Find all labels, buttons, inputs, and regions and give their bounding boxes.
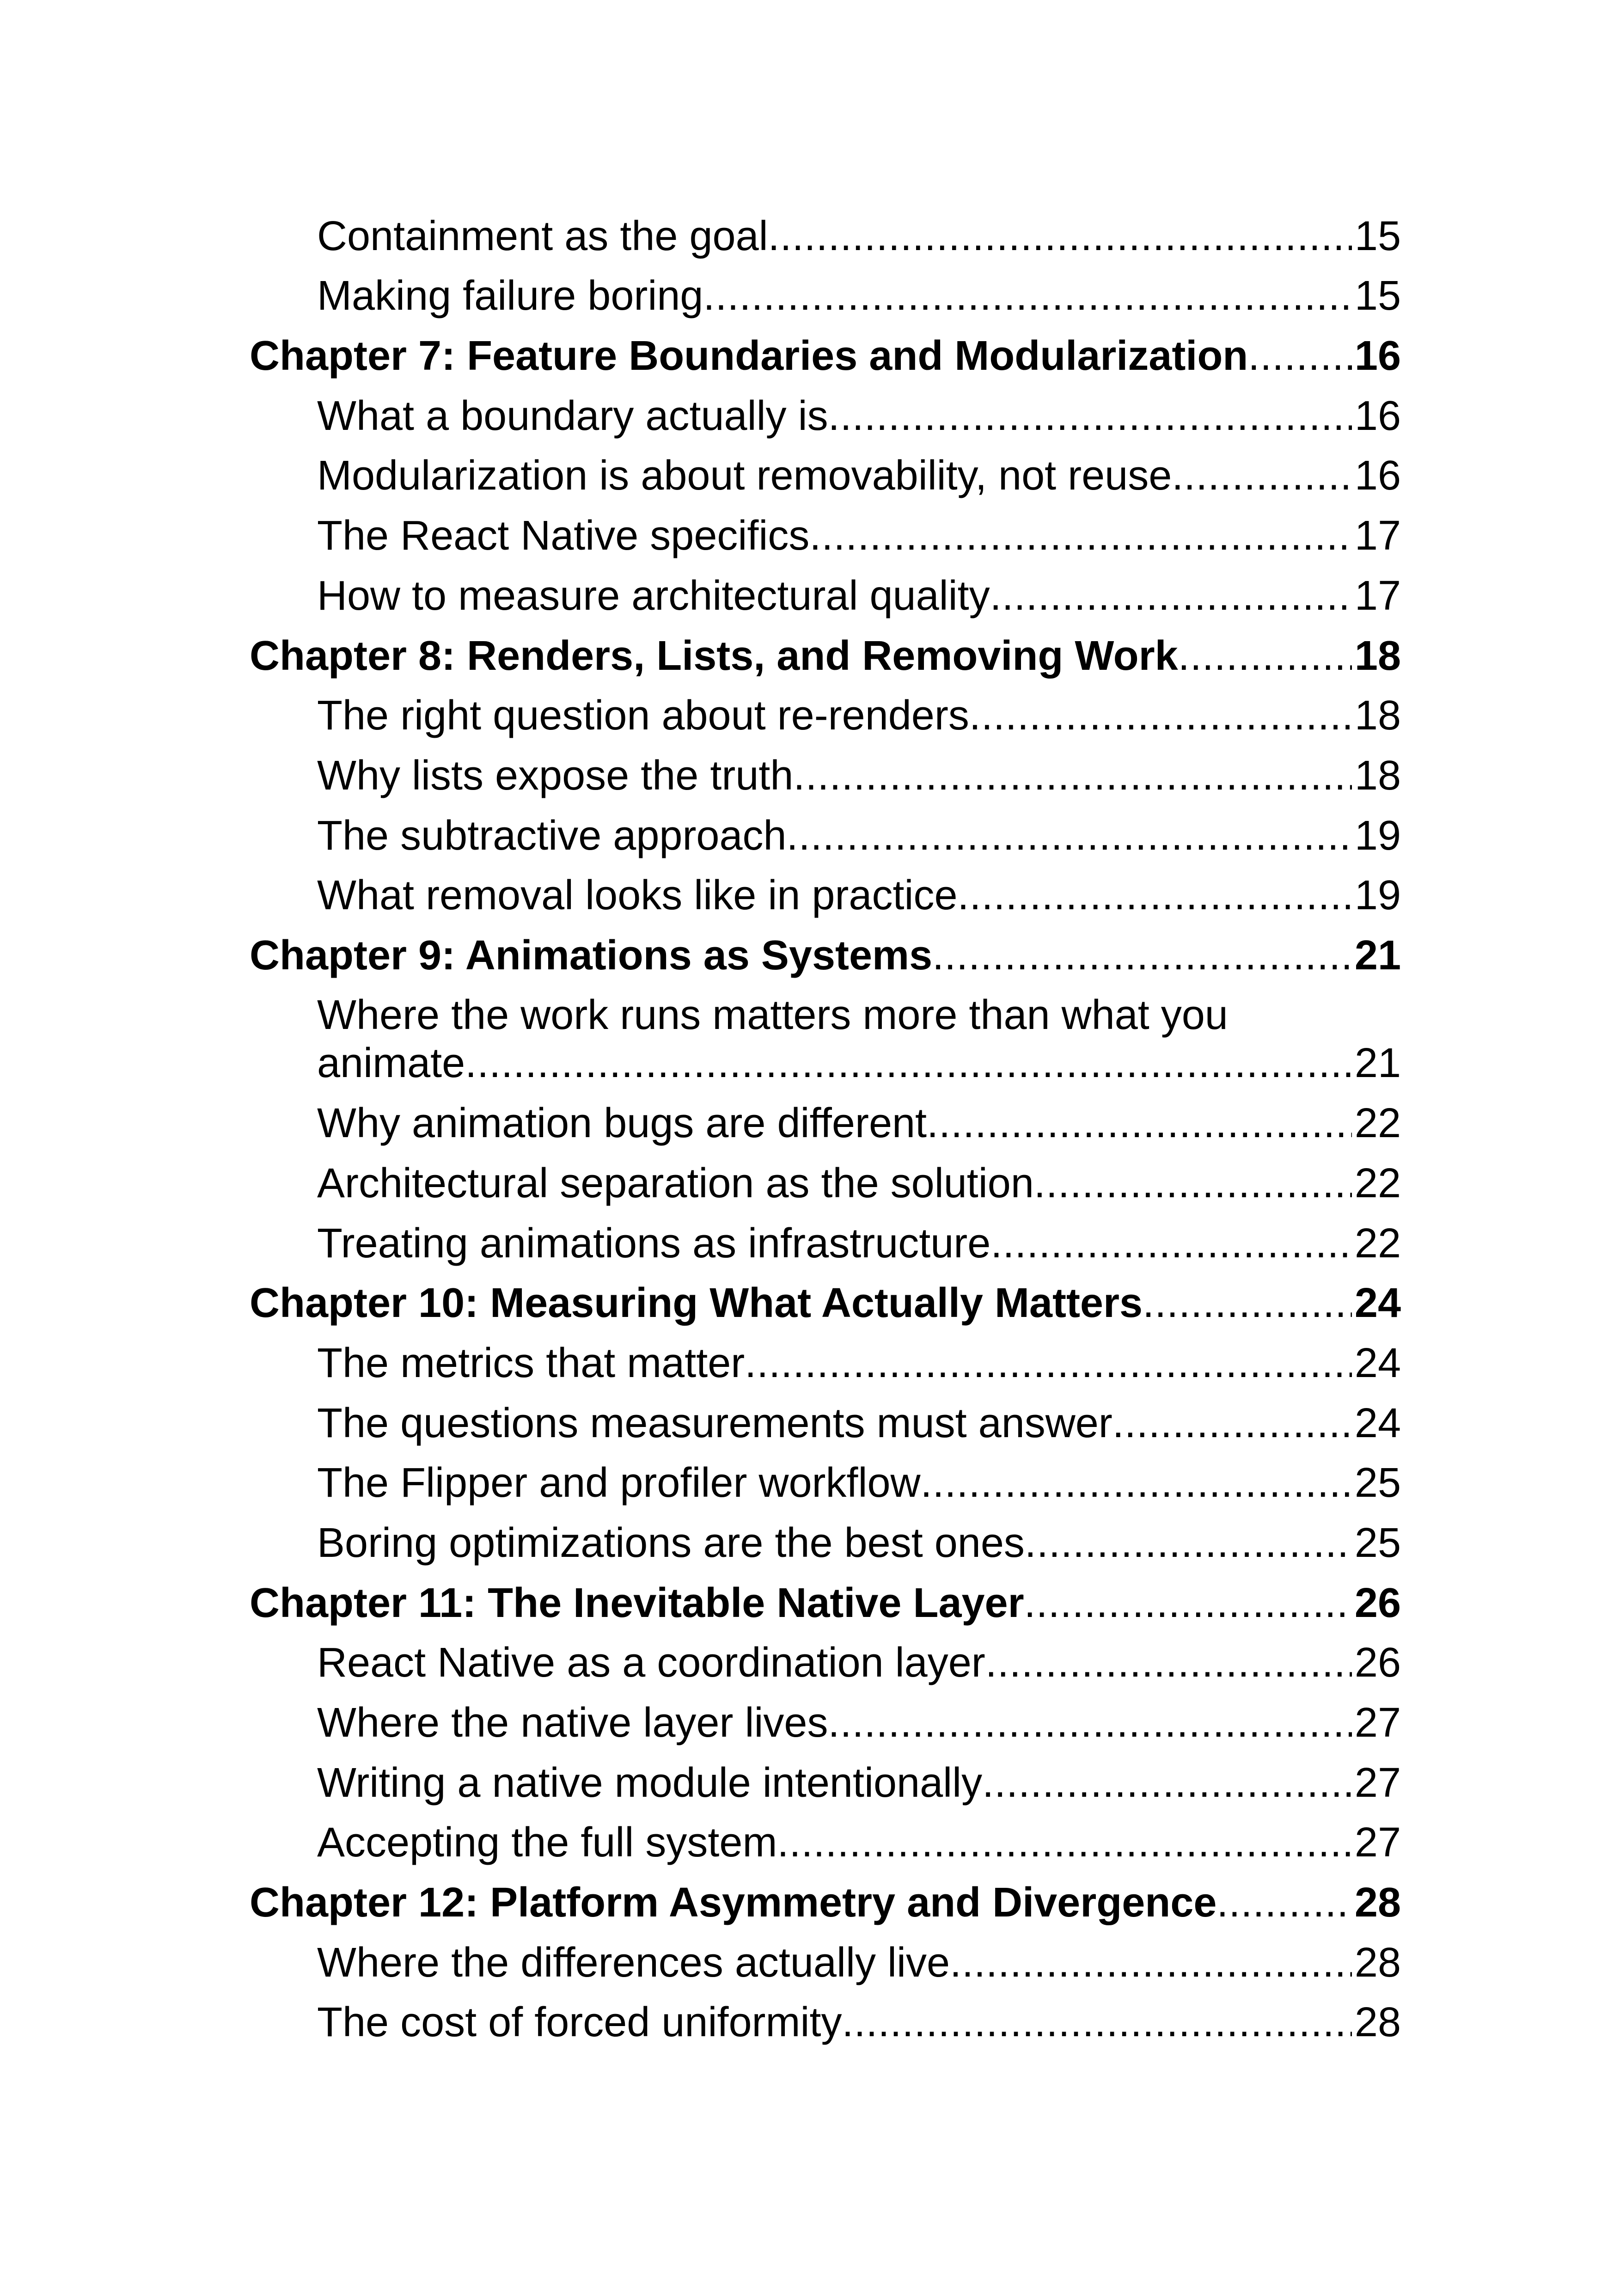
dot-leader [1178,632,1352,680]
dot-leader [1248,332,1352,380]
dot-leader [465,1039,1352,1087]
dot-leader [1024,1579,1352,1627]
toc-entry-title: Accepting the full system [317,1819,777,1866]
toc-entry[interactable] [0,1460,1614,1520]
toc-entry-title: Where the native layer lives [317,1700,828,1746]
toc-entry-page: 21 [1354,1040,1401,1087]
toc-chapter-page: 24 [1354,1280,1401,1327]
toc-entry[interactable] [0,572,1614,632]
toc-entry[interactable] [0,812,1614,872]
toc-entry-page: 22 [1354,1160,1401,1206]
toc-entry-title: Modularization is about removability, not reuse [317,453,1172,499]
dot-leader [932,931,1352,980]
toc-entry-title: The React Native specifics [317,513,810,559]
toc-chapter-title: Chapter 10: Measuring What Actually Matters [250,1280,1143,1327]
toc-entry-title: The Flipper and profiler workflow [317,1460,921,1506]
toc-entry-title: Containment as the goal [317,213,768,259]
toc-entry[interactable] [0,1819,1614,1880]
dot-leader [828,1699,1352,1747]
toc-chapter-title: Chapter 11: The Inevitable Native Layer [250,1580,1024,1626]
toc-chapter-title: Chapter 8: Renders, Lists, and Removing Work [250,632,1178,679]
toc-entry[interactable] [0,1939,1614,1999]
toc-chapter-entry[interactable] [0,632,1614,692]
toc-entry-page: 18 [1354,752,1401,799]
toc-entry-title: Boring optimizations are the best ones [317,1519,1025,1566]
toc-entry-page: 22 [1354,1220,1401,1267]
toc-chapter-page: 18 [1354,632,1401,679]
dot-leader [793,752,1351,800]
toc-entry-title: Why animation bugs are different [317,1100,927,1147]
toc-entry-page: 25 [1354,1460,1401,1506]
dot-leader [1025,1519,1352,1567]
toc-entry-page: 17 [1354,513,1401,559]
toc-entry-title-line2: animate [317,1040,465,1087]
dot-leader [990,572,1352,620]
dot-leader [703,272,1351,320]
toc-entry[interactable] [0,992,1614,1100]
toc-entry-page: 15 [1354,213,1401,259]
toc-chapter-page: 26 [1354,1580,1401,1626]
toc-entry[interactable] [0,453,1614,513]
dot-leader [745,1339,1352,1387]
toc-entry[interactable] [0,1640,1614,1700]
toc-entry[interactable] [0,752,1614,812]
toc-entry-page: 19 [1354,812,1401,859]
toc-entry[interactable] [0,1759,1614,1819]
dot-leader [921,1459,1352,1507]
toc-entry-page: 18 [1354,692,1401,739]
table-of-contents [0,213,1614,2059]
toc-entry[interactable] [0,692,1614,753]
dot-leader [950,1939,1352,1987]
toc-chapter-title: Chapter 12: Platform Asymmetry and Divergence [250,1880,1217,1926]
toc-entry-title: What a boundary actually is [317,392,828,439]
toc-chapter-entry[interactable] [0,1580,1614,1640]
toc-entry-title: Treating animations as infrastructure [317,1220,991,1267]
toc-entry-page: 27 [1354,1819,1401,1866]
toc-entry[interactable] [0,1160,1614,1220]
toc-entry-page: 16 [1354,453,1401,499]
toc-entry-page: 16 [1354,392,1401,439]
toc-entry-page: 19 [1354,872,1401,919]
toc-chapter-title: Chapter 9: Animations as Systems [250,932,933,979]
dot-leader [1172,452,1352,500]
dot-leader [842,1998,1351,2046]
toc-entry-title: The questions measurements must answer [317,1400,1113,1446]
dot-leader [1143,1279,1352,1327]
toc-entry[interactable] [0,1220,1614,1280]
toc-entry[interactable] [0,1100,1614,1160]
toc-entry-title: The right question about re-renders [317,692,969,739]
toc-entry-title: Making failure boring [317,273,703,319]
toc-entry[interactable] [0,512,1614,572]
toc-entry-title: How to measure architectural quality [317,572,990,619]
toc-entry-title: The cost of forced uniformity [317,1999,842,2046]
dot-leader [828,392,1352,440]
toc-entry-title: React Native as a coordination layer [317,1640,985,1686]
toc-entry-page: 26 [1354,1640,1401,1686]
dot-leader [768,212,1352,260]
toc-entry-title: Writing a native module intentionally [317,1759,983,1806]
toc-entry[interactable] [0,273,1614,333]
toc-chapter-entry[interactable] [0,332,1614,392]
toc-entry-page: 28 [1354,1999,1401,2046]
toc-entry[interactable] [0,1999,1614,2059]
toc-entry-page: 22 [1354,1100,1401,1147]
dot-leader [1034,1159,1352,1207]
toc-entry[interactable] [0,213,1614,273]
dot-leader [1217,1879,1352,1927]
toc-entry[interactable] [0,392,1614,453]
toc-entry-page: 27 [1354,1759,1401,1806]
toc-entry-page: 28 [1354,1939,1401,1986]
dot-leader [985,1639,1352,1687]
toc-entry[interactable] [0,1340,1614,1400]
toc-chapter-page: 21 [1354,932,1401,979]
toc-entry-page: 24 [1354,1400,1401,1446]
toc-entry[interactable] [0,1699,1614,1759]
toc-chapter-entry[interactable] [0,1280,1614,1340]
toc-entry-page: 24 [1354,1340,1401,1386]
toc-entry-title: The metrics that matter [317,1340,745,1386]
dot-leader [777,1818,1351,1867]
toc-entry-title: The subtractive approach [317,812,787,859]
toc-entry[interactable] [0,872,1614,932]
dot-leader [809,512,1351,560]
dot-leader [990,1219,1352,1267]
toc-chapter-title: Chapter 7: Feature Boundaries and Modularization [250,333,1248,380]
dot-leader [969,692,1352,740]
toc-chapter-page: 28 [1354,1880,1401,1926]
toc-chapter-entry[interactable] [0,932,1614,992]
toc-entry-page: 25 [1354,1519,1401,1566]
dot-leader [982,1759,1352,1807]
toc-entry[interactable] [0,1519,1614,1580]
toc-entry-title: What removal looks like in practice [317,872,958,919]
toc-entry-title-line1: Where the work runs matters more than what you [317,992,1228,1039]
toc-chapter-entry[interactable] [0,1879,1614,1939]
toc-entry-title: Why lists expose the truth [317,752,794,799]
dot-leader [1113,1399,1352,1447]
dot-leader [958,871,1352,919]
toc-entry-page: 17 [1354,572,1401,619]
toc-entry[interactable] [0,1400,1614,1460]
toc-chapter-page: 16 [1354,333,1401,380]
toc-entry-page: 27 [1354,1700,1401,1746]
dot-leader [927,1099,1352,1147]
toc-entry-title: Where the differences actually live [317,1939,950,1986]
toc-entry-title: Architectural separation as the solution [317,1160,1034,1206]
dot-leader [787,812,1352,860]
toc-entry-page: 15 [1354,273,1401,319]
